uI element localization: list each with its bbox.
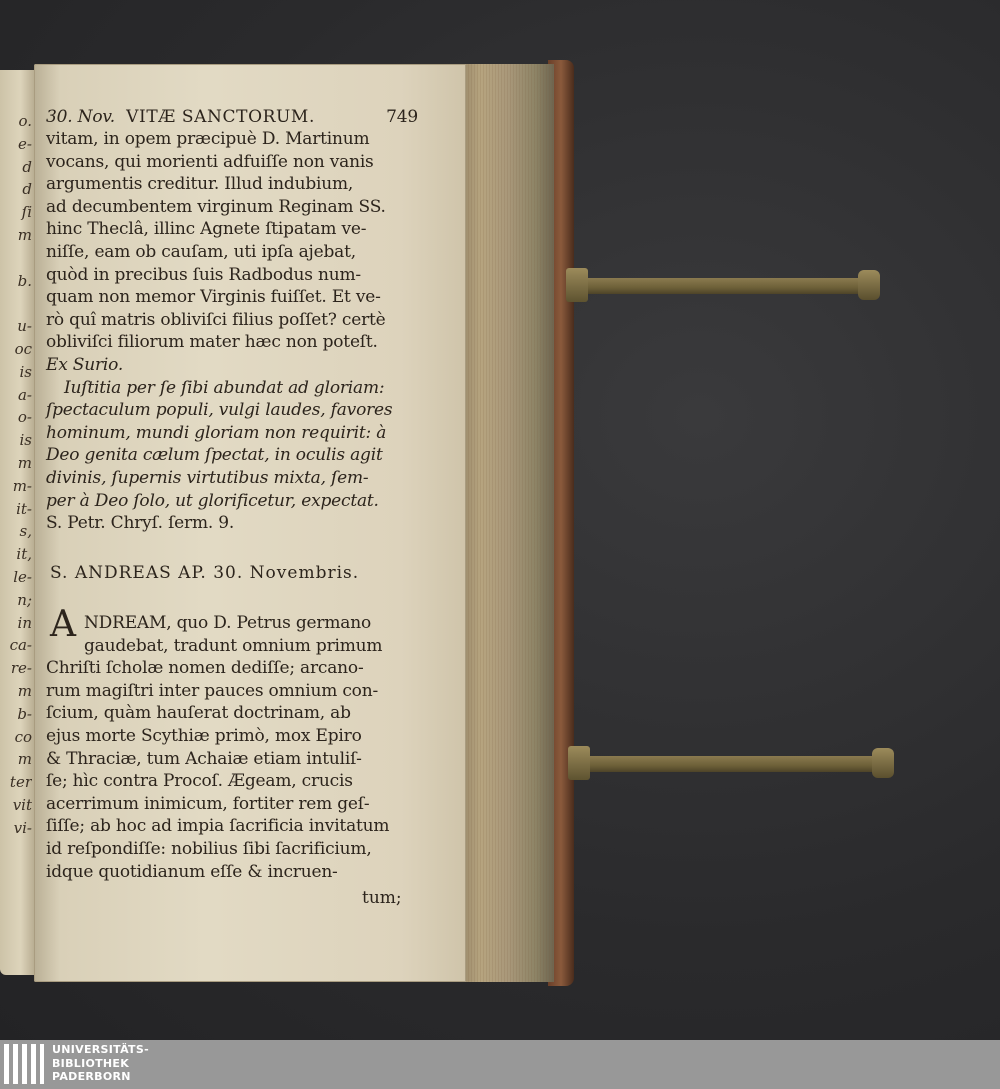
text-line: ejus morte Scythiæ primò, mox Epiro [46, 725, 362, 746]
text-line: acerrimum inimicum, fortiter rem geſ- [46, 793, 370, 814]
paragraph-andreas [46, 612, 418, 883]
text-line: vocans, qui morienti adfuiſſe non vanis [46, 151, 374, 172]
text-line: id reſpondiſſe: nobilius ſibi ſacrificium, [46, 838, 372, 859]
text-line: quòd in precibus ſuis Radbodus num- [46, 264, 361, 285]
footer-bar [0, 1040, 1000, 1089]
text-line: quam non memor Virginis fuiſſet. Et ve- [46, 287, 381, 308]
left-margin-fragment: co [14, 727, 32, 746]
left-margin-fragment: vi- [13, 818, 32, 837]
left-margin-fragment: a- [17, 385, 32, 404]
text-line: & Thraciæ, tum Achaiæ etiam intuliſ- [46, 748, 362, 769]
text-line: obliviſci filiorum mater hæc non poteſt. [46, 332, 378, 353]
text-line: ad decumbentem virginum Reginam SS. [46, 196, 386, 217]
text-line: hinc Theclâ, illinc Agnete ſtipatam ve- [46, 219, 367, 240]
header-title: VITÆ SANCTORUM. [126, 107, 315, 127]
library-logo-icon [4, 1044, 44, 1084]
section-heading: S. ANDREAS AP. 30. Novembris. [50, 563, 360, 583]
text-line: ſpectaculum populi, vulgi laudes, favores [46, 400, 393, 421]
library-name-line: UNIVERSITÄTS- [52, 1043, 149, 1056]
text-line: Iuſtitia per ſe ſibi abundat ad gloriam: [64, 377, 385, 398]
left-margin-fragment: b- [17, 704, 32, 723]
left-margin-fragment: it- [16, 499, 32, 518]
left-margin-fragment: ter [9, 773, 32, 792]
library-name [52, 1043, 149, 1084]
page-number: 749 [386, 107, 418, 127]
left-margin-fragment: o. [18, 112, 32, 130]
left-margin-fragment: s, [19, 522, 32, 541]
text-line: idque quotidianum eſſe & incruen- [46, 861, 338, 882]
left-margin-fragment: m [17, 750, 32, 769]
text-line: gaudebat, tradunt omnium primum [84, 635, 383, 656]
paragraph-radbodus [46, 128, 418, 535]
upper-clasp [566, 268, 880, 302]
header-date: 30. Nov. [46, 107, 115, 127]
catchword: tum; [362, 888, 402, 908]
page-fore-edge [460, 64, 554, 982]
text-line: ſcium, quàm hauſerat doctrinam, ab [46, 703, 351, 724]
text-line: per à Deo ſolo, ut glorificetur, expectat. [46, 490, 379, 511]
text-line: argumentis creditur. Illud indubium, [46, 174, 354, 195]
left-margin-fragment: d [22, 157, 32, 176]
left-margin-fragment: d [22, 180, 32, 199]
text-line: Ex Surio. [46, 354, 124, 375]
drop-cap: A [50, 604, 76, 645]
text-line: ſe; hìc contra Procoſ. Ægeam, crucis [46, 771, 353, 792]
left-margin-fragment: o- [17, 408, 32, 427]
left-margin-fragment: m [17, 681, 32, 700]
library-name-line: BIBLIOTHEK [52, 1056, 130, 1070]
left-margin-fragment [2, 292, 32, 315]
left-margin-fragments [2, 110, 32, 840]
running-header [46, 106, 418, 129]
text-line: Deo genita cælum ſpectat, in oculis agit [46, 445, 383, 466]
text-line: vitam, in opem præcipuè D. Martinum [46, 129, 370, 149]
left-margin-fragment: it, [16, 545, 32, 564]
left-page [0, 70, 34, 975]
text-line: rum magiſtri inter pauces omnium con- [46, 680, 379, 701]
left-margin-fragment: re- [10, 659, 32, 678]
left-margin-fragment: ſi [21, 203, 32, 222]
lower-clasp [568, 746, 894, 780]
text-line: Chriſti ſcholæ nomen dediſſe; arcano- [46, 658, 364, 679]
left-margin-fragment: n; [17, 590, 32, 609]
text-line: NDREAM, quo D. Petrus germano [84, 613, 371, 633]
left-margin-fragment: u- [17, 317, 32, 336]
left-margin-fragment [2, 247, 32, 270]
left-margin-fragment: vit [12, 795, 32, 814]
left-margin-fragment: is [19, 431, 32, 450]
left-margin-fragment: in [17, 613, 32, 632]
left-margin-fragment: ca- [9, 636, 32, 655]
left-margin-fragment: b. [17, 271, 32, 290]
left-margin-fragment: m [17, 225, 32, 244]
text-line: ſiſſe; ab hoc ad impia ſacrificia invitatum [46, 816, 390, 837]
left-margin-fragment: e- [18, 134, 32, 153]
text-line: rò quî matris obliviſci filius poſſet? certè [46, 309, 386, 330]
text-line: hominum, mundi gloriam non requirit: à [46, 422, 387, 443]
left-margin-fragment: m [17, 453, 32, 472]
text-line: divinis, ſupernis virtutibus mixta, ſem- [46, 467, 369, 488]
text-line: S. Petr. Chryſ. ſerm. 9. [46, 513, 235, 534]
library-name-line: PADERBORN [52, 1070, 131, 1083]
text-line: niſſe, eam ob cauſam, uti ipſa ajebat, [46, 241, 356, 262]
left-margin-fragment: m- [12, 476, 32, 495]
left-margin-fragment: is [19, 362, 32, 381]
left-margin-fragment: oc [14, 339, 32, 358]
left-margin-fragment: le- [13, 567, 32, 586]
